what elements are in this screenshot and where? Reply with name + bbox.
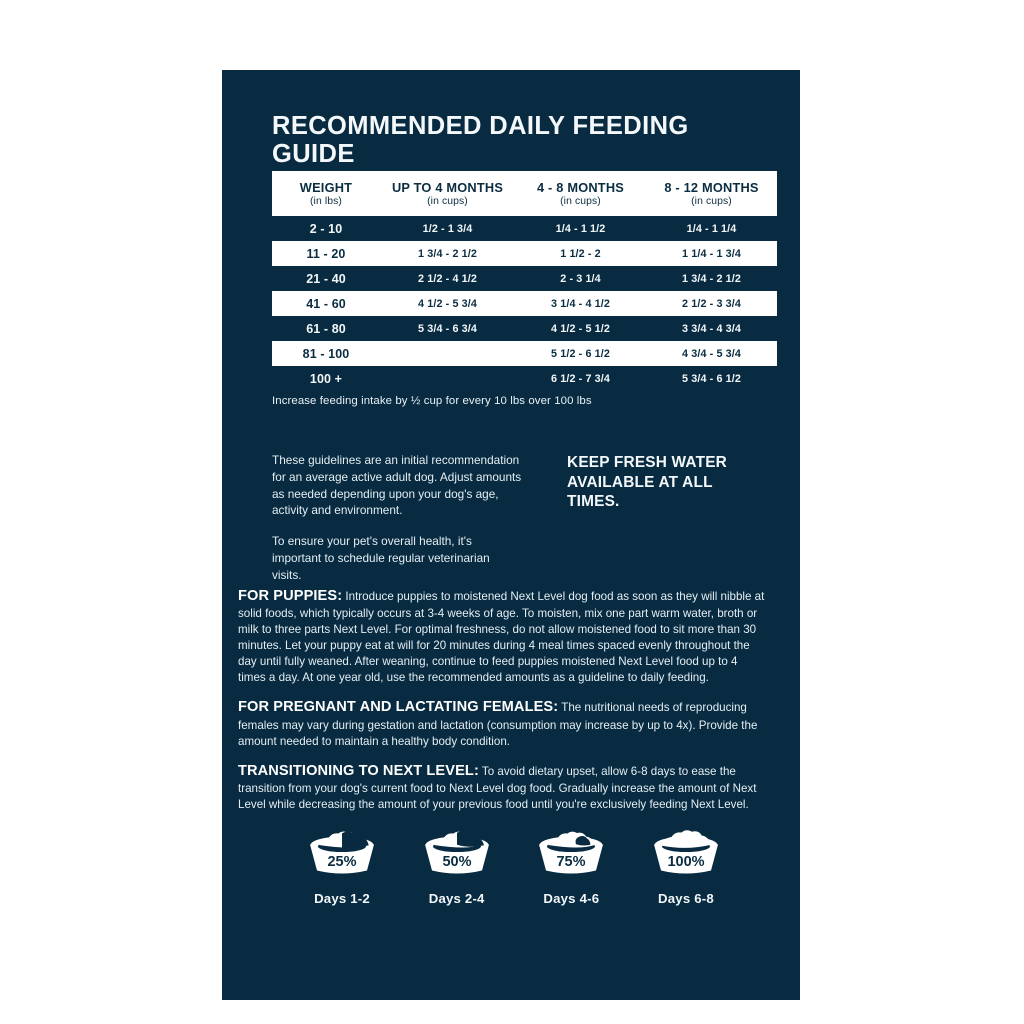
cell-4-8-months: 1 1/2 - 2 [560,247,601,260]
column-header-8-12-months-sub: (in cups) [691,195,732,207]
bowl-percent-label: 50% [442,854,472,870]
section-heading: FOR PREGNANT AND LACTATING FEMALES: [238,699,559,716]
cell-weight: 21 - 40 [306,271,346,286]
cell-4-8-months: 3 1/4 - 4 1/2 [551,297,610,310]
cell-up-to-4-months: 5 3/4 - 6 3/4 [418,322,477,335]
table-footnote: Increase feeding intake by ½ cup for every 10 lbs over 100 lbs [272,395,592,407]
table-row [272,316,777,341]
cell-4-8-months: 5 1/2 - 6 1/2 [551,347,610,360]
transition-step [523,830,619,906]
section-pregnant-lactating [238,697,766,749]
cell-weight: 61 - 80 [306,321,346,336]
guidance-column [272,452,522,583]
feeding-table [272,171,777,391]
column-header-weight-main: WEIGHT [299,179,353,195]
transition-schedule [294,830,734,906]
cell-8-12-months: 1 1/4 - 1 3/4 [682,247,741,260]
dog-bowl-25-icon [297,830,387,882]
section-transitioning [238,761,766,813]
section-for-puppies [238,586,766,686]
bowl-percent-label: 75% [556,854,586,870]
cell-up-to-4-months: 2 1/2 - 4 1/2 [418,272,477,285]
transition-days-label: Days 2-4 [428,891,485,906]
column-header-4-8-months [515,180,646,208]
table-header-row [272,171,777,216]
cell-8-12-months: 5 3/4 - 6 1/2 [682,372,741,385]
transition-days-label: Days 1-2 [314,891,370,906]
column-header-weight-sub: (in lbs) [310,195,342,207]
guidance-paragraph-2: To ensure your pet's overall health, it's important to schedule regular veterinarian visits. [272,534,490,582]
bowl-percent-label: 25% [327,854,357,870]
cell-up-to-4-months: 1/2 - 1 3/4 [422,222,473,235]
column-header-up-to-4-months-sub: (in cups) [427,195,468,207]
transition-step [409,830,505,906]
feeding-guide-panel [222,70,800,1000]
cell-8-12-months: 2 1/2 - 3 3/4 [682,297,741,310]
guidance-paragraph-1: These guidelines are an initial recommendation for an average active adult dog. Adjust amounts as needed depending upon your dog's age, activity and environment. [272,453,522,518]
table-row [272,216,777,241]
column-header-weight [272,180,380,208]
cell-up-to-4-months: 4 1/2 - 5 3/4 [418,297,477,310]
cell-8-12-months: 3 3/4 - 4 3/4 [682,322,741,335]
column-header-up-to-4-months [380,180,515,208]
page-title: RECOMMENDED DAILY FEEDING GUIDE [272,112,689,169]
cell-8-12-months: 1 3/4 - 2 1/2 [682,272,741,285]
column-header-4-8-months-sub: (in cups) [560,195,601,207]
cell-4-8-months: 6 1/2 - 7 3/4 [551,372,610,385]
section-body: The nutritional needs of reproducing females may vary during gestation and lactation (consumption may increase by up to 4x). Provide the amount needed to maintain a healthy body condition. [238,701,758,748]
instruction-sections [238,586,766,813]
cell-8-12-months: 4 3/4 - 5 3/4 [682,347,741,360]
cell-4-8-months: 1/4 - 1 1/2 [555,222,606,235]
cell-4-8-months: 4 1/2 - 5 1/2 [551,322,610,335]
column-header-8-12-months-main: 8 - 12 MONTHS [664,179,759,195]
bowl-percent-label: 100% [667,854,705,870]
table-row [272,366,777,391]
cell-weight: 100 + [309,371,343,386]
cell-weight: 41 - 60 [306,296,346,311]
column-header-4-8-months-main: 4 - 8 MONTHS [536,179,624,195]
cell-up-to-4-months: 1 3/4 - 2 1/2 [418,247,477,260]
table-row [272,341,777,366]
cell-weight: 2 - 10 [309,221,343,236]
dog-bowl-100-icon [641,830,731,882]
dog-bowl-75-icon [526,830,616,882]
fresh-water-callout: KEEP FRESH WATER AVAILABLE AT ALL TIMES. [567,454,727,511]
table-row [272,291,777,316]
table-row [272,241,777,266]
section-body: Introduce puppies to moistened Next Level dog food as soon as they will nibble at solid foods, which typically occurs at 3-4 weeks of age. To moisten, mix one part warm water, broth or milk to three parts Next Level. For optimal freshness, do not allow moistened food to sit more than 30 minutes. Let your puppy eat at will for 20 minutes during 4 meal times spaced evenly throughout the day until fully weaned. After weaning, continue to feed puppies moistened Next Level food up to 4 times a day. At one year old, use the recommended amounts as a guideline to daily feeding. [238,590,765,685]
transition-days-label: Days 6-8 [658,891,714,906]
cell-weight: 11 - 20 [306,246,346,261]
transition-step [294,830,390,906]
column-header-up-to-4-months-main: UP TO 4 MONTHS [391,179,504,195]
column-header-8-12-months [646,180,777,208]
cell-8-12-months: 1/4 - 1 1/4 [686,222,737,235]
transition-step [638,830,734,906]
cell-weight: 81 - 100 [302,346,350,361]
table-row [272,266,777,291]
section-body: To avoid dietary upset, allow 6-8 days to ease the transition from your dog's current food to Next Level dog food. Gradually increase the amount of Next Level while decreasing the amount of your previous food until you're exclusively feeding Next Level. [238,764,757,811]
section-heading: TRANSITIONING TO NEXT LEVEL: [238,762,479,779]
dog-bowl-50-icon [412,830,502,882]
section-heading: FOR PUPPIES: [238,588,343,604]
transition-days-label: Days 4-6 [543,891,600,906]
cell-4-8-months: 2 - 3 1/4 [560,272,601,285]
